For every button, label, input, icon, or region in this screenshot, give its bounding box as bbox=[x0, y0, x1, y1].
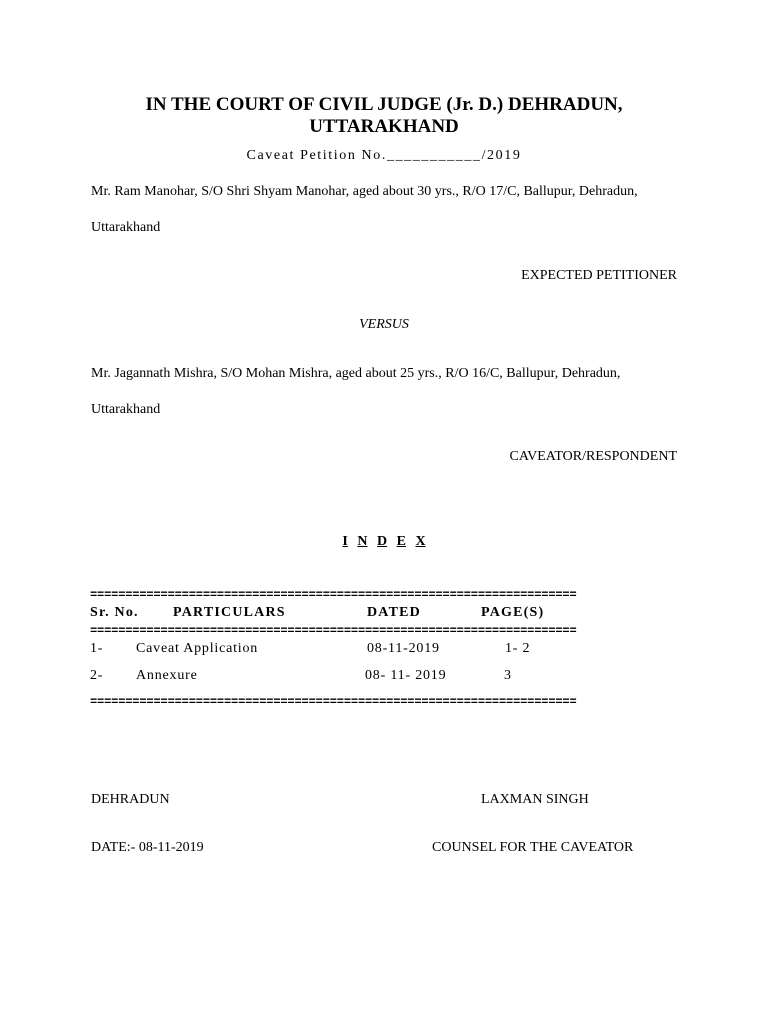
row-2-sr-no: 2- bbox=[90, 668, 104, 683]
counsel-name: LAXMAN SINGH bbox=[481, 792, 589, 807]
row-2-particulars: Annexure bbox=[136, 668, 198, 683]
index-heading bbox=[0, 534, 768, 550]
row-1-particulars: Caveat Application bbox=[136, 641, 259, 656]
footer-place: DEHRADUN bbox=[91, 792, 170, 807]
petitioner-role: EXPECTED PETITIONER bbox=[521, 268, 677, 283]
versus-label: VERSUS bbox=[359, 317, 409, 332]
footer-date: DATE:- 08-11-2019 bbox=[91, 840, 204, 855]
index-letter: E bbox=[396, 534, 406, 549]
row-1-pages: 1- 2 bbox=[505, 641, 531, 656]
index-letter: I bbox=[342, 534, 348, 549]
respondent-role: CAVEATOR/RESPONDENT bbox=[509, 449, 677, 464]
table-rule-top: ===================================================================== bbox=[90, 588, 577, 602]
header-dated: DATED bbox=[367, 605, 421, 620]
row-1-dated: 08-11-2019 bbox=[367, 641, 440, 656]
table-rule-header: ===================================================================== bbox=[90, 624, 577, 638]
header-sr-no: Sr. No. bbox=[90, 605, 139, 620]
respondent-details: Mr. Jagannath Mishra, S/O Mohan Mishra, aged about 25 yrs., R/O 16/C, Ballupur, Dehradun, bbox=[91, 366, 621, 381]
header-pages: PAGE(S) bbox=[481, 605, 545, 620]
table-rule-bottom: ===================================================================== bbox=[90, 695, 577, 709]
header-particulars: PARTICULARS bbox=[173, 605, 286, 620]
index-letter: D bbox=[376, 534, 388, 549]
counsel-role: COUNSEL FOR THE CAVEATOR bbox=[432, 840, 634, 855]
petitioner-state: Uttarakhand bbox=[91, 220, 161, 235]
row-2-dated: 08- 11- 2019 bbox=[365, 668, 447, 683]
caveat-petition-number: Caveat Petition No.___________/2019 bbox=[246, 148, 522, 163]
row-1-sr-no: 1- bbox=[90, 641, 104, 656]
row-2-pages: 3 bbox=[504, 668, 512, 683]
petitioner-details: Mr. Ram Manohar, S/O Shri Shyam Manohar, aged about 30 yrs., R/O 17/C, Ballupur, Dehradun, bbox=[91, 184, 638, 199]
respondent-state: Uttarakhand bbox=[91, 402, 161, 417]
court-title-line-2: UTTARAKHAND bbox=[309, 116, 459, 137]
court-title-line-1: IN THE COURT OF CIVIL JUDGE (Jr. D.) DEHRADUN, bbox=[145, 94, 623, 115]
index-letter: X bbox=[415, 534, 426, 549]
index-letter: N bbox=[357, 534, 368, 549]
